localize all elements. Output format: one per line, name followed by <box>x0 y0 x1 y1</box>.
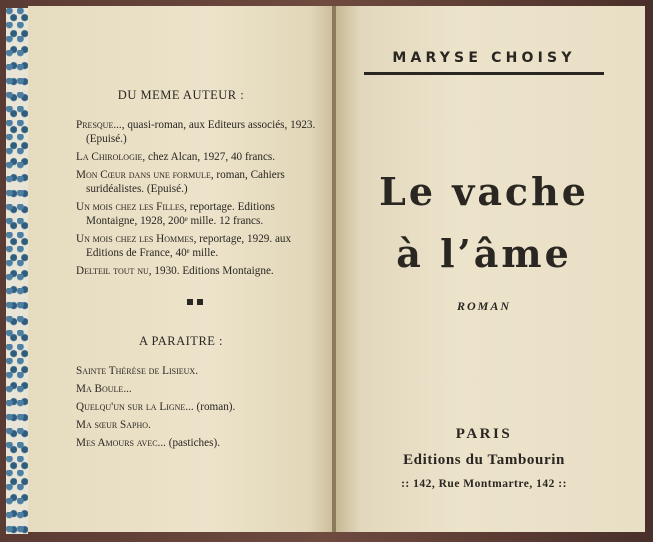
work-item: Mon Cœur dans une formule, roman, Cahiers suridéalistes. (Epuisé.) <box>76 169 285 195</box>
forthcoming-item: Mes Amours avec... (pastiches). <box>76 437 220 449</box>
title-line-1: Le vache <box>379 169 589 214</box>
works-list <box>76 118 316 282</box>
forthcoming-item: Ma Boule... <box>76 383 132 395</box>
work-item: La Chirologie, chez Alcan, 1927, 40 francs. <box>76 151 276 163</box>
ornament-squares <box>185 296 205 308</box>
publisher-name: Editions du Tambourin <box>403 452 565 468</box>
work-item: Un mois chez les Hommes, reportage, 1929. aux Editions de France, 40ᵉ mille. <box>76 233 292 259</box>
author-name: MARYSE CHOISY <box>392 50 576 66</box>
work-item: Presque..., quasi-roman, aux Editeurs associés, 1923. (Epuisé.) <box>76 119 316 145</box>
title-line-2: à l’âme <box>396 231 572 276</box>
heading-by-same-author: DU MEME AUTEUR : <box>117 88 245 102</box>
heading-forthcoming: A PARAITRE : <box>138 334 224 348</box>
genre-label: ROMAN <box>456 299 511 313</box>
forthcoming-item: Sainte Thérèse de Lisieux. <box>76 365 198 377</box>
publisher-address: :: 142, Rue Montmartre, 142 :: <box>401 478 567 490</box>
forthcoming-item: Ma sœur Sapho. <box>76 419 151 431</box>
marbled-endpaper <box>6 8 28 534</box>
work-item: Delteil tout nu, 1930. Editions Montaigne. <box>76 265 274 277</box>
forthcoming-list <box>76 364 316 454</box>
forthcoming-item: Quelqu'un sur la Ligne... (roman). <box>76 401 236 413</box>
work-item: Un mois chez les Filles, reportage. Editions Montaigne, 1928, 200ᵉ mille. 12 francs. <box>76 201 275 227</box>
publisher-city: PARIS <box>455 426 513 442</box>
left-page <box>28 6 334 532</box>
title-rule <box>364 72 604 75</box>
